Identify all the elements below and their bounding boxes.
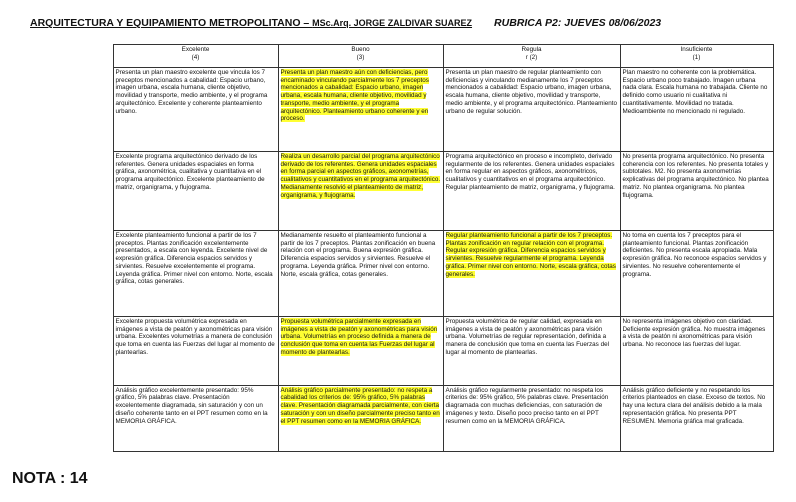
cell-excelente: Excelente planteamiento funcional a partir de los 7 preceptos. Plantas zonificación excelentemente presentados, a escala con leyenda. Excelente nivel de expresión gráfica. Diferencia espacios servidos y sirvientes. Resuelve excelentemente el programa. Leyenda gráfica. Primer nivel con entorno. Norte, escala gráfica, cotas generales. xyxy=(113,231,278,317)
criterion-row-esquemas xyxy=(113,231,773,317)
cell-excelente: Análisis gráfico excelentemente presentado: 95% gráfico, 5% palabras clave. Presentación excelentemente diagramada, sin saturación y con un diseño coherente tanto en el PPT resumen como en la MEMORIA GRÁFICA. xyxy=(113,385,278,451)
highlighted-text: Propuesta volumétrica parcialmente expresada en imágenes a vista de peatón y axonométricas para visión urbana. Volumetrías en proceso definida a manera de conclusión que toma en cuenta las Fuerzas del lugar al momento de plantearlas. xyxy=(280,318,438,356)
cell-regular: Programa arquitectónico en proceso e incompleto, derivado regularmente de los referentes. Genera unidades espaciales en forma regular en aspectos gráficos, axonométricos, cualitativos y cuantitativos en el programa arquitectónico. Regular planteamiento de matriz, organigrama, y flujograma. xyxy=(443,152,620,231)
cell-regular xyxy=(443,231,620,317)
professor-name: MSc.Arq. JORGE ZALDIVAR SUAREZ xyxy=(312,18,473,28)
highlighted-text: Presenta un plan maestro aún con deficiencias, pero encaminado vinculando parcialmente los 7 preceptos mencionados a cabalidad: Espacio urbano, imagen urbana, escala humana, cliente objetivo, movilidad y transporte, medio ambiente, y el programa arquitectónico. Planteamiento urbano coherente y en proceso. xyxy=(280,69,429,123)
cell-insuficiente: No toma en cuenta los 7 preceptos para el planteamiento funcional. Plantas zonificación deficientes. No presenta escala apropiada. Mala expresión gráfica. No reconoce espacios servidos y sirvientes. No resuelve coherentemente el programa. xyxy=(620,231,773,317)
level-bueno: Bueno (3) xyxy=(278,45,443,68)
cell-excelente: Excelente propuesta volumétrica expresada en imágenes a vista de peatón y axonométricas para visión urbana. Excelentes volumetrías a manera de conclusión que toma en cuenta las Fuerzas del lugar al momento de plantearlas. xyxy=(113,317,278,386)
cell-bueno: Medianamente resuelto el planteamiento funcional a partir de los 7 preceptos. Plantas zonificación en buena relación con el programa. Buena expresión gráfica. Diferencia espacios servidos y sirvientes. Resuelve el programa. Leyenda gráfica. Primer nivel con entorno. Norte, escala gráfica, cotas generales. xyxy=(278,231,443,317)
course-title: ARQUITECTURA Y EQUIPAMIENTO METROPOLITANO – xyxy=(30,17,313,29)
cell-bueno xyxy=(278,152,443,231)
highlighted-text: Realiza un desarrollo parcial del programa arquitectónico derivado de los referentes. Genera unidades espaciales en forma parcial en aspectos gráficos, axonometrías, cualitativos y cuantitativos en el programa arquitectónico. Medianamente resolvió el planteamiento de matriz, organigrama, y flujograma. xyxy=(280,153,441,199)
criterion-row-programa xyxy=(113,152,773,231)
cell-bueno xyxy=(278,68,443,152)
cell-regular: Análisis gráfico regularmente presentado: no respeta los criterios de: 95% gráfico, 5% palabras clave. Presentación diagramada con muchas deficiencias, con saturación de imágenes y texto. Diseño poco preciso tanto en el PPT resumen como en la MEMORIA GRÁFICA. xyxy=(443,385,620,451)
cell-regular: Presenta un plan maestro de regular planteamiento con deficiencias y vinculando medianamente los 7 preceptos mencionados a cabalidad: Espacio urbano, imagen urbana, escala humana, cliente objetivo, movilidad y transporte, medio ambiente, y el programa arquitectónico. Planteamiento urbano de regular solución. xyxy=(443,68,620,152)
level-regular: Regula r (2) xyxy=(443,45,620,68)
level-excelente: Excelente (4) xyxy=(113,45,278,68)
level-insuficiente: Insuficiente (1) xyxy=(620,45,773,68)
cell-bueno xyxy=(278,317,443,386)
rubric-date: RUBRICA P2: JUEVES 08/06/2023 xyxy=(494,17,662,29)
cell-insuficiente: No representa imágenes objetivo con claridad. Deficiente expresión gráfica. No muestra imágenes a vista de peatón ni axonométricas para visión urbana. No reconoce las fuerzas del lugar. xyxy=(620,317,773,386)
highlighted-text: Regular planteamiento funcional a partir de los 7 preceptos. Plantas zonificación en regular relación con el programa. Regular expresión gráfica. Diferencia espacios servidos y sirvientes. Resuelve regularmente el programa. Leyenda gráfica. Primer nivel con entorno. Norte, escala gráfica, cotas generales. xyxy=(445,232,616,278)
cell-excelente: Presenta un plan maestro excelente que vincula los 7 preceptos mencionados a cabalidad: Espacio urbano, imagen urbana, escala humana, cliente objetivo, movilidad y transporte, medio ambiente, y el programa arquitectónico. Excelente y coherente planteamiento urbano. xyxy=(113,68,278,152)
cell-insuficiente: Análisis gráfico deficiente y no respetando los criterios planteados en clase. Exceso de textos. No hay una lectura clara del análisis debido a la mala representación gráfica. No presenta PPT RESUMEN. Memoria gráfica mal graficada. xyxy=(620,385,773,451)
document-title xyxy=(30,17,661,29)
criterion-row-representacion xyxy=(113,385,773,451)
cell-bueno xyxy=(278,385,443,451)
cell-excelente: Excelente programa arquitectónico derivado de los referentes. Genera unidades espaciales en forma gráfica, axonométrica, cualitativa y cuantitativa en el programa arquitectónico. Excelente planteamiento de matriz, organigrama, y flujograma. xyxy=(113,152,278,231)
rubric-table xyxy=(113,44,774,452)
level-header-row xyxy=(113,45,773,68)
final-grade: NOTA : 14 xyxy=(12,470,88,487)
cell-insuficiente: Plan maestro no coherente con la problemática. Espacio urbano poco trabajado. Imagen urbana nada clara. Escala humana no trabajada. Cliente no definido como usuario ni cualitativa ni cuantitativamente. Movilidad no tratada. Medioambiente no mencionado ni regulado. xyxy=(620,68,773,152)
criterion-row-plan xyxy=(113,68,773,152)
cell-insuficiente: No presenta programa arquitectónico. No presenta coherencia con los referentes. No presenta totales y subtotales. M2. No presenta axonometrías explicativas del programa arquitectónico. No plantea matriz. No plantea organigrama. No plantea flujograma. xyxy=(620,152,773,231)
cell-regular: Propuesta volumétrica de regular calidad, expresada en imágenes a vista de peatón y axonométricas para visión urbana. Volumetrías de regular representación, definida a manera de conclusión que toma en cuenta las Fuerzas del lugar al momento de plantearlas. xyxy=(443,317,620,386)
highlighted-text: Análisis gráfico parcialmente presentado: no respeta a cabalidad los criterios de: 95% gráfico, 5% palabras clave. Presentación diagramada parcialmente, con cierta saturación y con un diseño parcialmente preciso tanto en el PPT resumen como en la MEMORIA GRÁFICA. xyxy=(280,386,440,425)
criterion-row-imagen xyxy=(113,317,773,386)
